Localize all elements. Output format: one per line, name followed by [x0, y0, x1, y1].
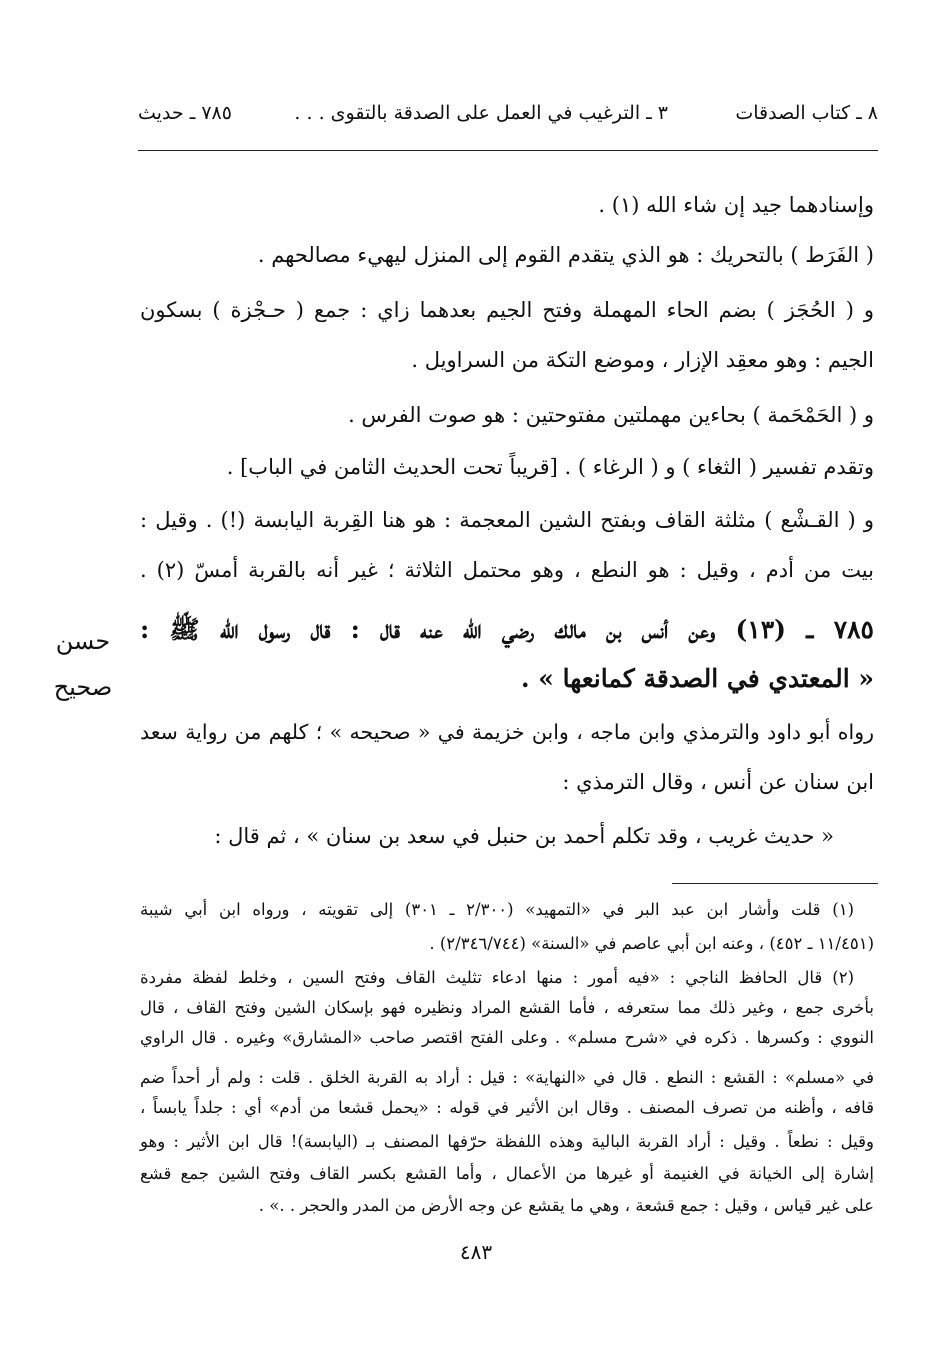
footnote-line: بأخرى جمع ، وغير ذلك مما ستعرفه ، فأما القشع المراد ونظيره فهو بإسكان الشين وفتح القاف ، قال: [140, 998, 874, 1017]
footnote-line: النووي : وكسرها . ذكره في «شرح مسلم» . وعلى الفتح اقتصر صاحب «المشارق» وغيره . قال الراوي: [140, 1028, 874, 1047]
running-header: [138, 100, 878, 136]
page-number: ٤٨٣: [459, 1240, 493, 1264]
text-line: بيت من أدم ، وقيل : هو النطع ، وهو محتمل الثلاثة ؛ غير أنه بالقربة أمسّ (٢) .: [140, 558, 874, 582]
narration-line: ابن سنان عن أنس ، وقال الترمذي :: [562, 770, 874, 794]
text-line: ( الفَرَط ) بالتحريك : هو الذي يتقدم القوم إلى المنزل ليهيء مصالحهم .: [257, 243, 874, 267]
footnote-line: (١) قلت وأشار ابن عبد البر في «التمهيد» (٢/٣٠٠ ـ ٣٠١) إلى تقويته ، ورواه ابن أبي شيبة: [140, 900, 854, 919]
header-book-title: ٨ ـ كتاب الصدقات: [735, 102, 878, 124]
text-line: وإسنادهما جيد إن شاء الله (١) .: [598, 193, 874, 217]
grade-word: حسن: [55, 627, 111, 655]
hadith-text: ٧٨٥ ـ (١٣) وعن أنس بن مالك رضي الله عنه قال : قال رسول الله ﷺ :: [140, 615, 874, 644]
grade-word: صحيح: [53, 673, 113, 701]
text-line: و ( الحُجَز ) بضم الحاء المهملة وفتح الجيم بعدهما زاي : جمع ( حـجْزة ) بسكون: [140, 298, 874, 322]
header-hadith-number: ٧٨٥ ـ حديث: [138, 102, 232, 124]
footnote-line: (١١/٤٥١ ـ ٤٥٢) ، وعنه ابن أبي عاصم في «السنة» (٢/٣٤٦/٧٤٤) .: [429, 934, 874, 953]
text-line: الجيم : وهو معقِد الإزار ، وموضع التكة من السراويل .: [411, 348, 874, 372]
header-chapter-title: ٣ ـ الترغيب في العمل على الصدقة بالتقوى . . .: [294, 102, 668, 124]
text-line: و ( الحَمْحَمة ) بحاءين مهملتين مفتوحتين : هو صوت الفرس .: [348, 403, 874, 427]
text-line: و ( القـشْع ) مثلثة القاف وبفتح الشين المعجمة : هو هنا القِربة اليابسة (!) . وقيل :: [140, 508, 874, 532]
footnote-line: وقيل : نطعاً . وقيل : أراد القربة البالية وهذه اللفظة حرّفها المصنف بـ (اليابسة)! قال ابن الأثير : وهو: [140, 1132, 874, 1151]
footnote-line: على غير قياس ، وقيل : جمع قشعة ، وهي ما يقشع عن وجه الأرض من المدر والحجر . .» .: [258, 1196, 874, 1215]
text-line: وتقدم تفسير ( الثغاء ) و ( الرغاء ) . [قريباً تحت الحديث الثامن في الباب] .: [226, 455, 874, 479]
footnote-line: في «مسلم» : القشع : النطع . قال في «النهاية» : قيل : أراد به القربة الخلق . قلت : ولم أر أحداً ضم: [140, 1068, 874, 1087]
footnote-line: (٢) قال الحافظ الناجي : «فيه أمور : منها ادعاء تثليث القاف وفتح السين ، وخلط لفظة مفردة: [140, 968, 854, 987]
hadith-text: « المعتدي في الصدقة كمانعها » .: [520, 664, 874, 693]
footnote-line: إشارة إلى الخيانة في الغنيمة أو غيرها من الأعمال ، وأما القشع بكسر القاف وفتح الشين جمع قشع: [140, 1164, 874, 1183]
hadith-grade: [28, 618, 138, 710]
narration-line: رواه أبو داود والترمذي وابن ماجه ، وابن خزيمة في « صحيحه » ؛ كلهم من رواية سعد: [140, 720, 874, 744]
footnote-divider: [672, 883, 878, 884]
footnote-line: قافه ، وأظنه من تصرف المصنف . وقال ابن الأثير في قوله : «يحمل قشعا من أدم» أي : جلداً يابساً ،: [140, 1098, 874, 1117]
header-divider: [138, 150, 878, 151]
narration-line: « حديث غريب ، وقد تكلم أحمد بن حنبل في سعد بن سنان » ، ثم قال :: [214, 824, 834, 848]
